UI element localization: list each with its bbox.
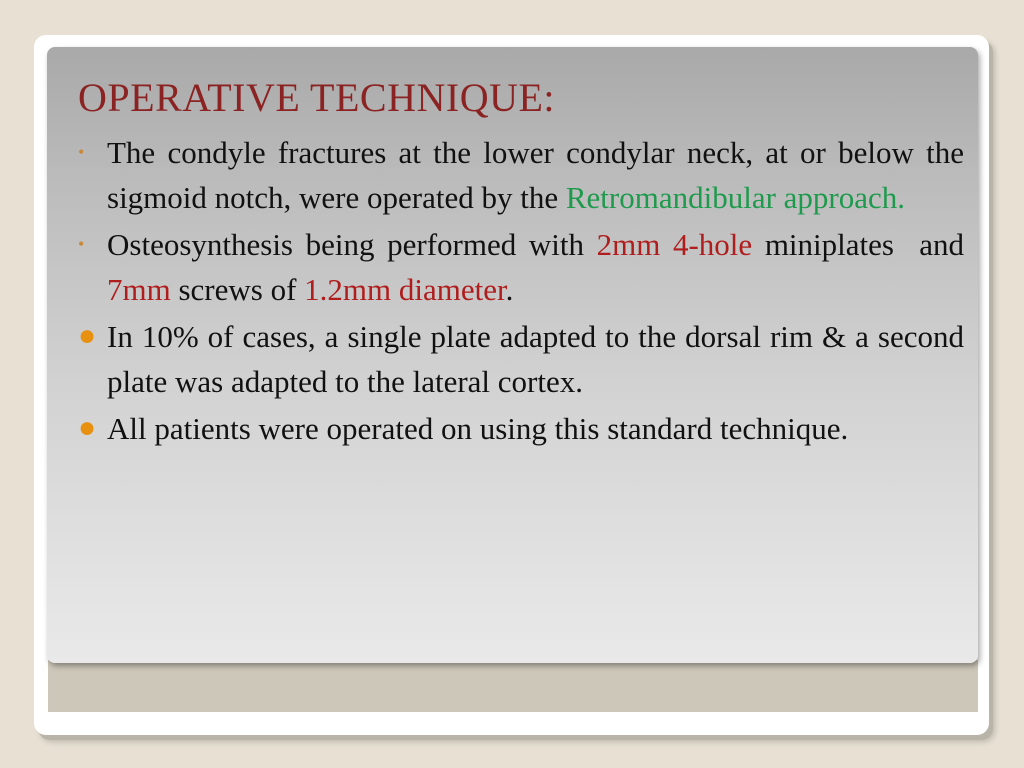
bullet-text: miniplates and: [752, 227, 972, 262]
bullet-text: In 10% of cases, a single plate adapted to the dorsal rim & a second plate was adapted to the lateral cortex.: [107, 319, 964, 399]
large-dot-bullet-icon: ●: [78, 411, 97, 444]
large-dot-bullet-icon: ●: [78, 319, 97, 352]
bullet-list: [76, 130, 972, 453]
highlight-screw-diameter: 1.2mm diameter: [304, 272, 506, 307]
bullet-text: screws of: [170, 272, 305, 307]
bullet-text: Osteosynthesis being performed with: [107, 227, 597, 262]
bullet-item-osteosynthesis: [76, 222, 972, 312]
bullet-item-standard-technique: [76, 406, 964, 451]
bullet-text: All patients were operated on using this standard technique.: [107, 411, 849, 446]
bullet-item-plate-adaptation: [76, 314, 964, 404]
slide-bottom-band: [48, 660, 978, 712]
highlight-plate-size: 2mm 4-hole: [596, 227, 753, 262]
bullet-text: The condyle fractures at the lower condylar neck, at or below the sigmoid notch, were operated by the: [107, 135, 964, 215]
small-dot-bullet-icon: •: [78, 234, 85, 254]
small-dot-bullet-icon: •: [78, 142, 85, 162]
bullet-text: .: [505, 272, 514, 307]
highlight-approach: Retromandibular approach.: [565, 180, 905, 215]
bullet-item-operative-approach: [76, 130, 964, 220]
slide-title: OPERATIVE TECHNIQUE:: [78, 75, 556, 120]
highlight-screw-length: 7mm: [107, 272, 171, 307]
